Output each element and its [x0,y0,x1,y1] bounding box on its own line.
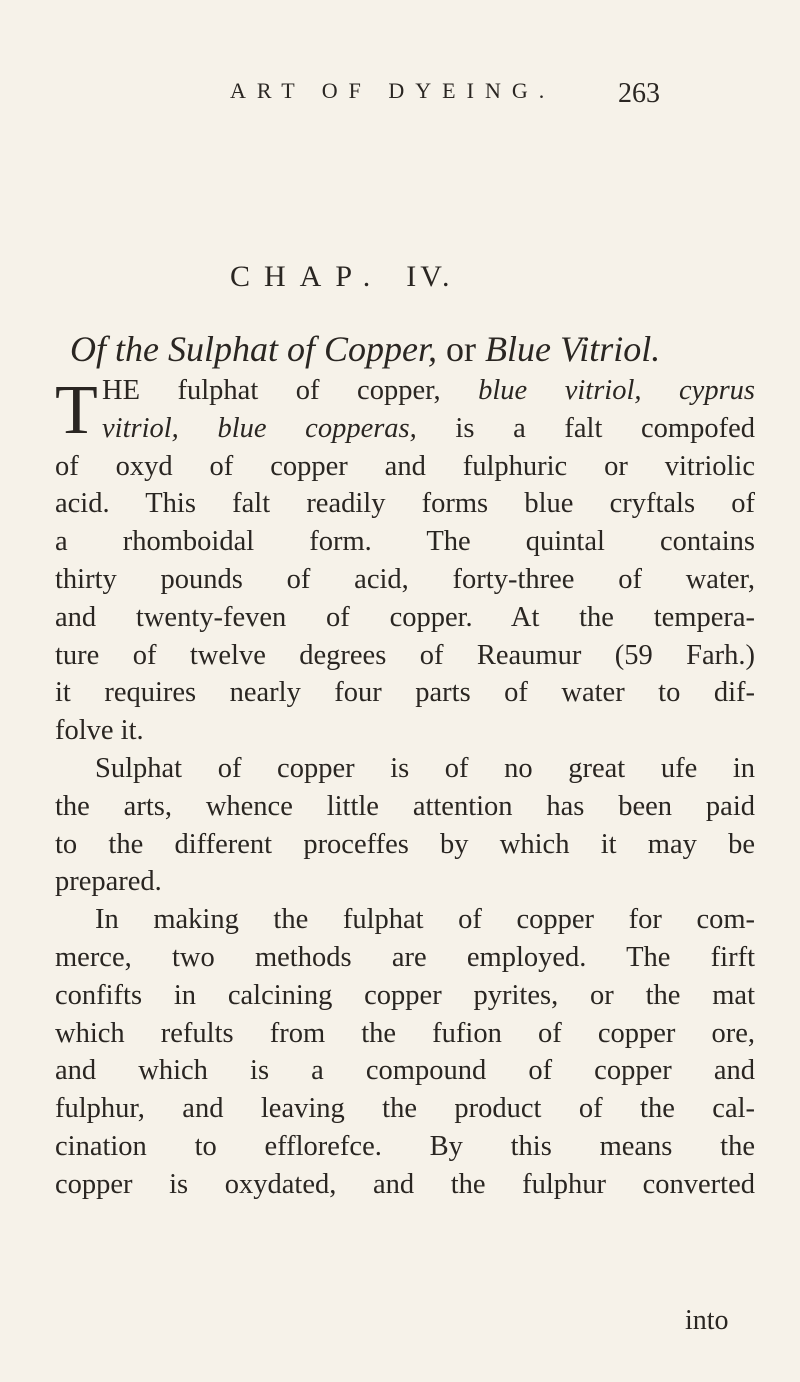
page-number: 263 [618,78,660,109]
section-title [70,328,770,370]
text-line: which refults from the fufion of copper ore, [55,1017,755,1049]
body-text [55,372,755,1204]
text-line: the arts, whence little attention has been paid [55,790,755,822]
text-line: cination to efflorefce. By this means the [55,1130,755,1162]
text-line: it requires nearly four parts of water to dif- [55,677,755,709]
catchword: into [685,1305,729,1336]
text-span-italic: blue vitriol, cyprus [478,375,756,406]
paragraph-3 [55,901,755,1203]
text-line [55,372,755,410]
chapter-label: CHAP. [230,260,385,293]
title-part-2: or [437,329,485,369]
paragraph-1 [55,372,755,750]
text-span: is a falt compofed [416,412,755,444]
text-line: ture of twelve degrees of Reaumur (59 Farh.) [55,639,755,671]
text-line: prepared. [55,866,162,898]
text-line [55,410,755,448]
text-line: folve it. [55,715,144,747]
drop-cap: T [55,372,98,449]
text-line: a rhomboidal form. The quintal contains [55,526,755,558]
text-line: and twenty-feven of copper. At the tempera- [55,601,755,633]
chapter-heading [230,260,454,294]
running-head: ART OF DYEING. [230,78,556,103]
title-part-1: Of the Sulphat of Copper, [70,329,437,369]
title-part-3: Blue Vitriol. [485,329,661,369]
text-line: and which is a compound of copper and [55,1055,755,1087]
text-line: confifts in calcining copper pyrites, or the mat [55,979,755,1011]
text-line: In making the fulphat of copper for com- [95,904,755,936]
text-span: HE fulphat of copper, [102,375,479,406]
text-line: to the different proceffes by which it may be [55,828,755,860]
paragraph-2 [55,750,755,901]
text-line: fulphur, and leaving the product of the cal- [55,1093,755,1125]
text-line: merce, two methods are employed. The firft [55,941,755,973]
text-span-italic: vitriol, blue copperas, [102,412,417,444]
text-line: copper is oxydated, and the fulphur converted [55,1168,755,1200]
text-line: acid. This falt readily forms blue cryftals of [55,488,755,520]
chapter-number: IV. [406,260,454,293]
text-line: Sulphat of copper is of no great ufe in [95,752,755,784]
text-line: of oxyd of copper and fulphuric or vitriolic [55,450,755,482]
text-line: thirty pounds of acid, forty-three of water, [55,563,755,595]
